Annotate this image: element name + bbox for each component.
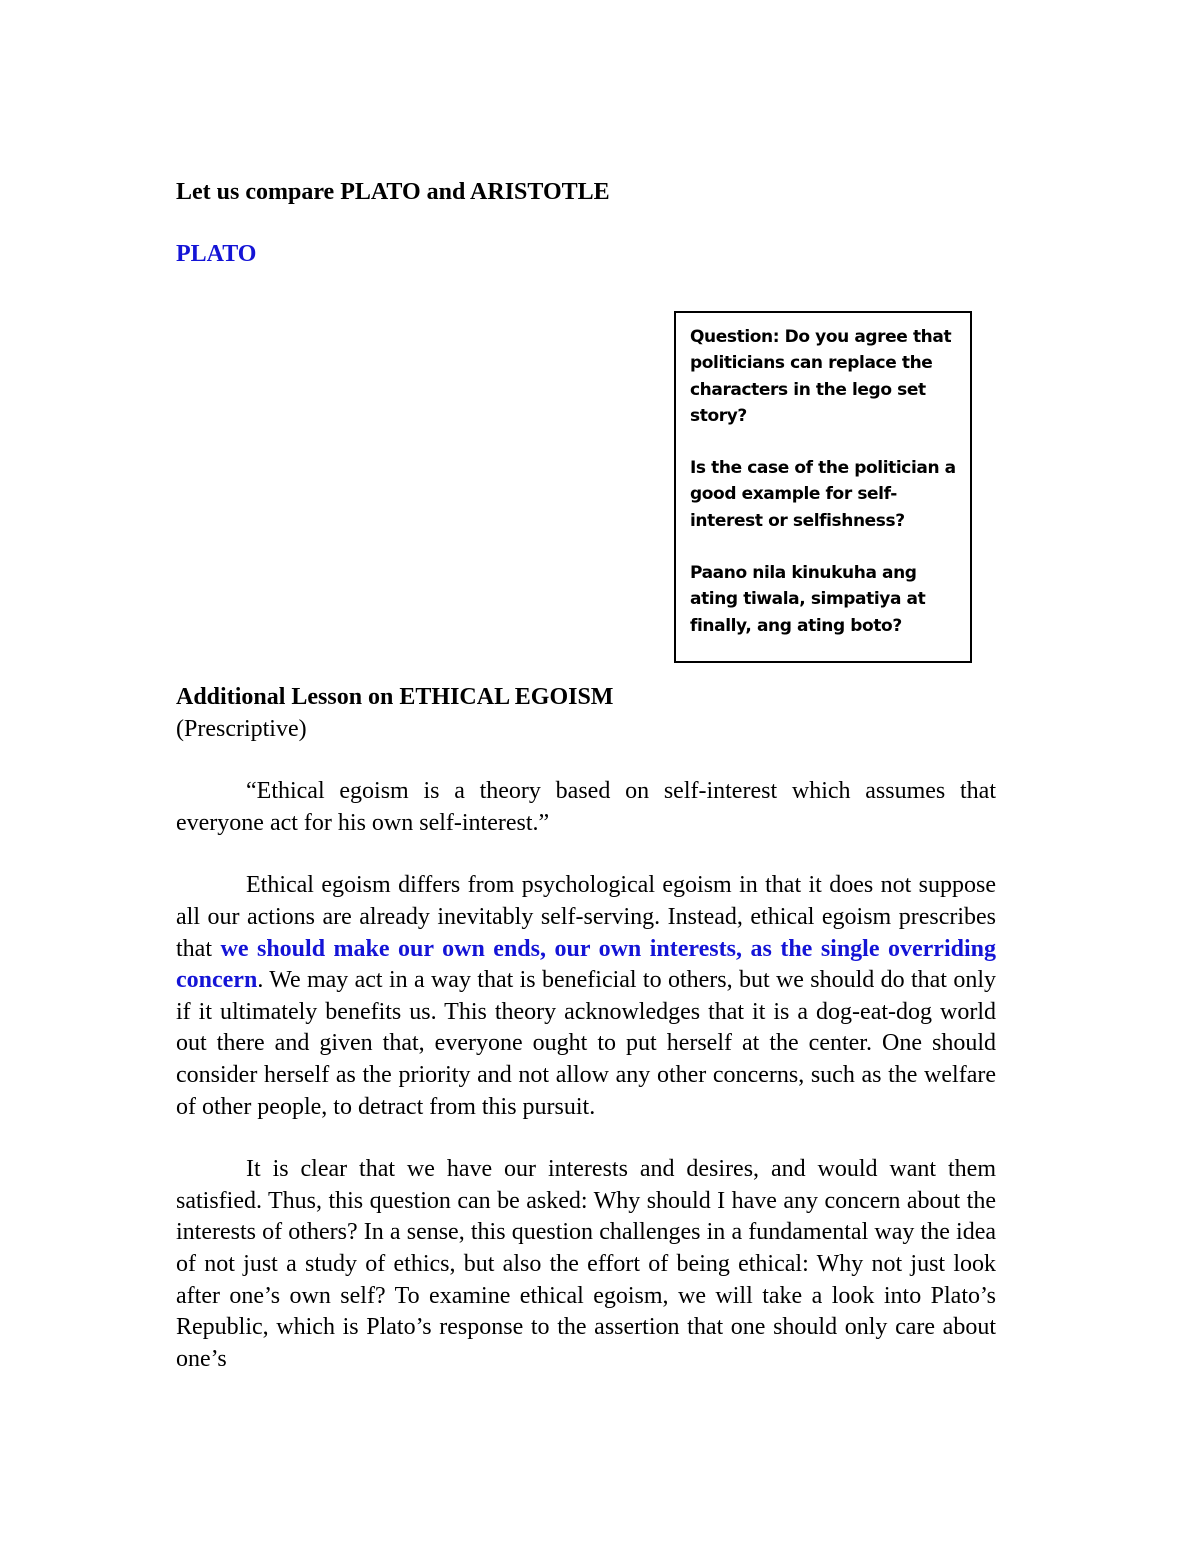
question-box — [674, 311, 972, 663]
lesson-title: Additional Lesson on ETHICAL EGOISM — [176, 684, 614, 710]
highlighted-prescription: we should make our own ends, our own interests, as the single overriding concern — [176, 935, 996, 994]
plato-title: PLATO — [176, 241, 257, 267]
paragraph-differs-end: . We may act in a way that is beneficial to others, but we should do that only if it ultimately benefits us. This theory acknowledges that it is a dog-eat-dog world out there and given that, everyone ought to put herself at the center. One should consider herself as the priority and not allow any other concerns, such as the welfare of other people, to detract from this pursuit. — [176, 967, 996, 1120]
ethical-egoism-section — [176, 682, 996, 1375]
paragraph-interests: It is clear that we have our interests and desires, and would want them satisfied. Thus, this question can be asked: Why should I have any concern about the interests of others? In a sense, this question challenges in a fundamental way the idea of not just a study of ethics, but also the effort of being ethical: Why not just look after one’s own self? To examine ethical egoism, we will take a look into Plato’s Republic, which is Plato’s response to the assertion that one should only care about one’s — [176, 1156, 996, 1372]
question-3: Paano nila kinukuha ang ating tiwala, simpatiya at finally, ang ating boto? — [690, 563, 926, 636]
definition-quote: “Ethical egoism is a theory based on self-interest which assumes that everyone act for his own self-interest.” — [176, 778, 996, 836]
paragraph-differs-start: Ethical egoism differs from psychological egoism in that it does not suppose all our actions are already inevitably self-serving. Instead, ethical egoism prescribes that — [176, 872, 996, 962]
question-1: Question: Do you agree that politicians can replace the characters in the lego set story? — [690, 327, 952, 426]
paragraph-differs — [176, 870, 996, 1123]
lesson-subtitle: (Prescriptive) — [176, 715, 307, 742]
question-2: Is the case of the politician a good example for self-interest or selfishness? — [690, 458, 956, 531]
compare-title: Let us compare PLATO and ARISTOTLE — [176, 179, 610, 205]
